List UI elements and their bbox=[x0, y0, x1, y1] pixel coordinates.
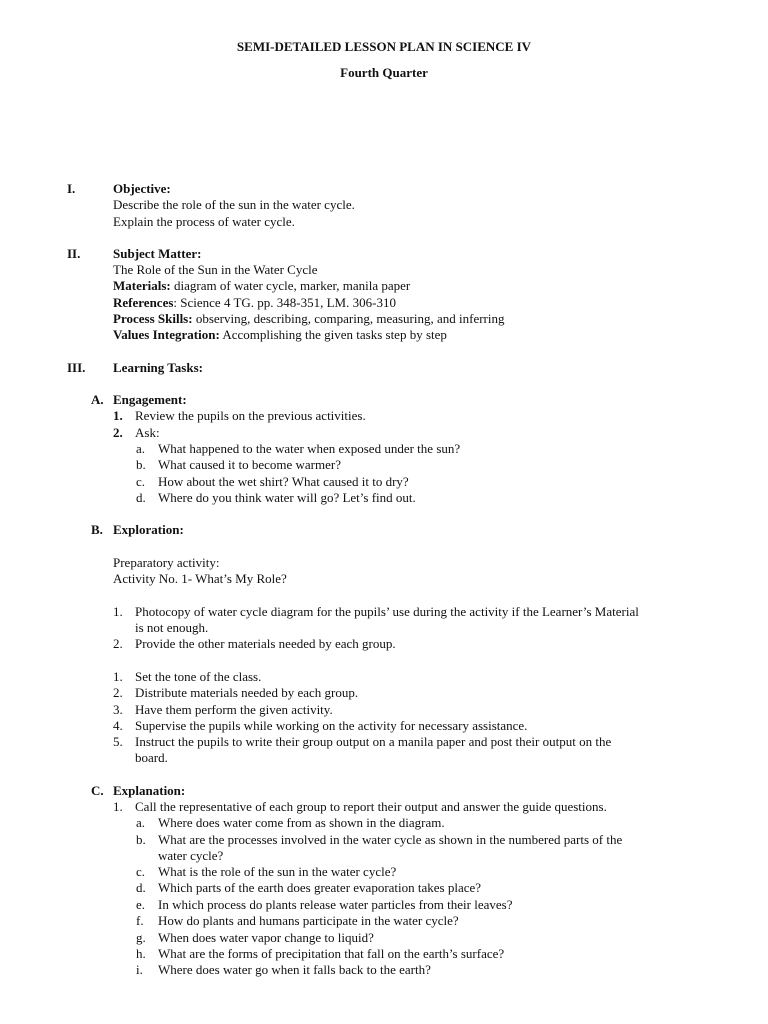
question-text: Where do you think water will go? Let’s find out. bbox=[158, 490, 416, 505]
list-item: Review the pupils on the previous activities. bbox=[135, 408, 366, 423]
explanation-heading: Explanation: bbox=[113, 783, 186, 798]
field-label: Materials: bbox=[113, 278, 171, 293]
list-item-continuation: is not enough. bbox=[135, 620, 209, 635]
list-number: 5. bbox=[113, 734, 123, 749]
subject-field-values bbox=[113, 327, 447, 344]
engagement-heading: Engagement: bbox=[113, 392, 187, 407]
field-label: Values Integration: bbox=[113, 327, 220, 342]
objective-line: Describe the role of the sun in the water cycle. bbox=[113, 197, 355, 212]
field-label: References bbox=[113, 295, 174, 310]
list-number: 1. bbox=[113, 799, 123, 814]
list-item: Photocopy of water cycle diagram for the pupils’ use during the activity if the Learner’s Material bbox=[135, 604, 639, 619]
activity-title: Activity No. 1- What’s My Role? bbox=[113, 571, 287, 586]
exploration-heading: Exploration: bbox=[113, 522, 184, 537]
list-number: 2. bbox=[113, 685, 123, 700]
question-text: In which process do plants release water particles from their leaves? bbox=[158, 897, 513, 912]
list-item: Distribute materials needed by each group. bbox=[135, 685, 359, 700]
subject-matter-heading: Subject Matter: bbox=[113, 246, 202, 261]
list-item: Have them perform the given activity. bbox=[135, 702, 333, 717]
document-title: SEMI-DETAILED LESSON PLAN IN SCIENCE IV bbox=[236, 39, 532, 54]
list-number: 1. bbox=[113, 669, 123, 684]
list-item: Set the tone of the class. bbox=[135, 669, 262, 684]
subsection-letter: C. bbox=[91, 783, 104, 798]
question-text: Which parts of the earth does greater evaporation takes place? bbox=[158, 880, 482, 895]
field-value: observing, describing, comparing, measuring, and inferring bbox=[192, 311, 505, 326]
question-text: What is the role of the sun in the water cycle? bbox=[158, 864, 397, 879]
subject-field-materials bbox=[113, 278, 410, 295]
list-item: Supervise the pupils while working on the activity for necessary assistance. bbox=[135, 718, 528, 733]
list-number: 1. bbox=[113, 408, 123, 423]
subsection-letter: A. bbox=[91, 392, 104, 407]
question-text: Where does water come from as shown in the diagram. bbox=[158, 815, 445, 830]
question-text: What are the processes involved in the water cycle as shown in the numbered parts of the bbox=[158, 832, 623, 847]
subject-field-references bbox=[113, 295, 396, 312]
objective-line: Explain the process of water cycle. bbox=[113, 214, 295, 229]
question-text: What caused it to become warmer? bbox=[158, 457, 341, 472]
question-letter: c. bbox=[136, 474, 146, 489]
document-subtitle: Fourth Quarter bbox=[340, 65, 428, 80]
question-text: What happened to the water when exposed under the sun? bbox=[158, 441, 461, 456]
list-number: 1. bbox=[113, 604, 123, 619]
list-item: Instruct the pupils to write their group output on a manila paper and post their output on the bbox=[135, 734, 612, 749]
subject-field-process-skills bbox=[113, 311, 505, 328]
question-text: What are the forms of precipitation that fall on the earth’s surface? bbox=[158, 946, 505, 961]
question-text: How about the wet shirt? What caused it to dry? bbox=[158, 474, 409, 489]
field-value: : Science 4 TG. pp. 348-351, LM. 306-310 bbox=[173, 295, 396, 310]
question-letter: d. bbox=[136, 490, 146, 505]
list-number: 3. bbox=[113, 702, 123, 717]
question-letter: e. bbox=[136, 897, 146, 912]
question-text: Where does water go when it falls back to the earth? bbox=[158, 962, 431, 977]
list-item: Ask: bbox=[135, 425, 160, 440]
question-continuation: water cycle? bbox=[158, 848, 224, 863]
question-letter: b. bbox=[136, 832, 146, 847]
list-item: Provide the other materials needed by each group. bbox=[135, 636, 396, 651]
list-item-continuation: board. bbox=[135, 750, 168, 765]
list-item: Call the representative of each group to report their output and answer the guide questions. bbox=[135, 799, 607, 814]
question-letter: c. bbox=[136, 864, 146, 879]
field-value: diagram of water cycle, marker, manila paper bbox=[170, 278, 411, 293]
list-number: 2. bbox=[113, 425, 123, 440]
subject-matter-topic: The Role of the Sun in the Water Cycle bbox=[113, 262, 318, 277]
question-letter: d. bbox=[136, 880, 146, 895]
question-text: When does water vapor change to liquid? bbox=[158, 930, 374, 945]
question-letter: f. bbox=[136, 913, 144, 928]
question-letter: a. bbox=[136, 441, 146, 456]
question-letter: b. bbox=[136, 457, 146, 472]
learning-tasks-heading: Learning Tasks: bbox=[113, 360, 203, 375]
field-value: Accomplishing the given tasks step by step bbox=[219, 327, 447, 342]
preparatory-label: Preparatory activity: bbox=[113, 555, 220, 570]
section-numeral-learning-tasks: III. bbox=[67, 360, 86, 375]
subsection-letter: B. bbox=[91, 522, 103, 537]
list-number: 2. bbox=[113, 636, 123, 651]
list-number: 4. bbox=[113, 718, 123, 733]
objective-heading: Objective: bbox=[113, 181, 171, 196]
question-letter: g. bbox=[136, 930, 146, 945]
question-letter: a. bbox=[136, 815, 146, 830]
question-letter: i. bbox=[136, 962, 143, 977]
question-letter: h. bbox=[136, 946, 146, 961]
question-text: How do plants and humans participate in the water cycle? bbox=[158, 913, 459, 928]
section-numeral-subject-matter: II. bbox=[67, 246, 81, 261]
field-label: Process Skills: bbox=[113, 311, 193, 326]
section-numeral-objective: I. bbox=[67, 181, 76, 196]
